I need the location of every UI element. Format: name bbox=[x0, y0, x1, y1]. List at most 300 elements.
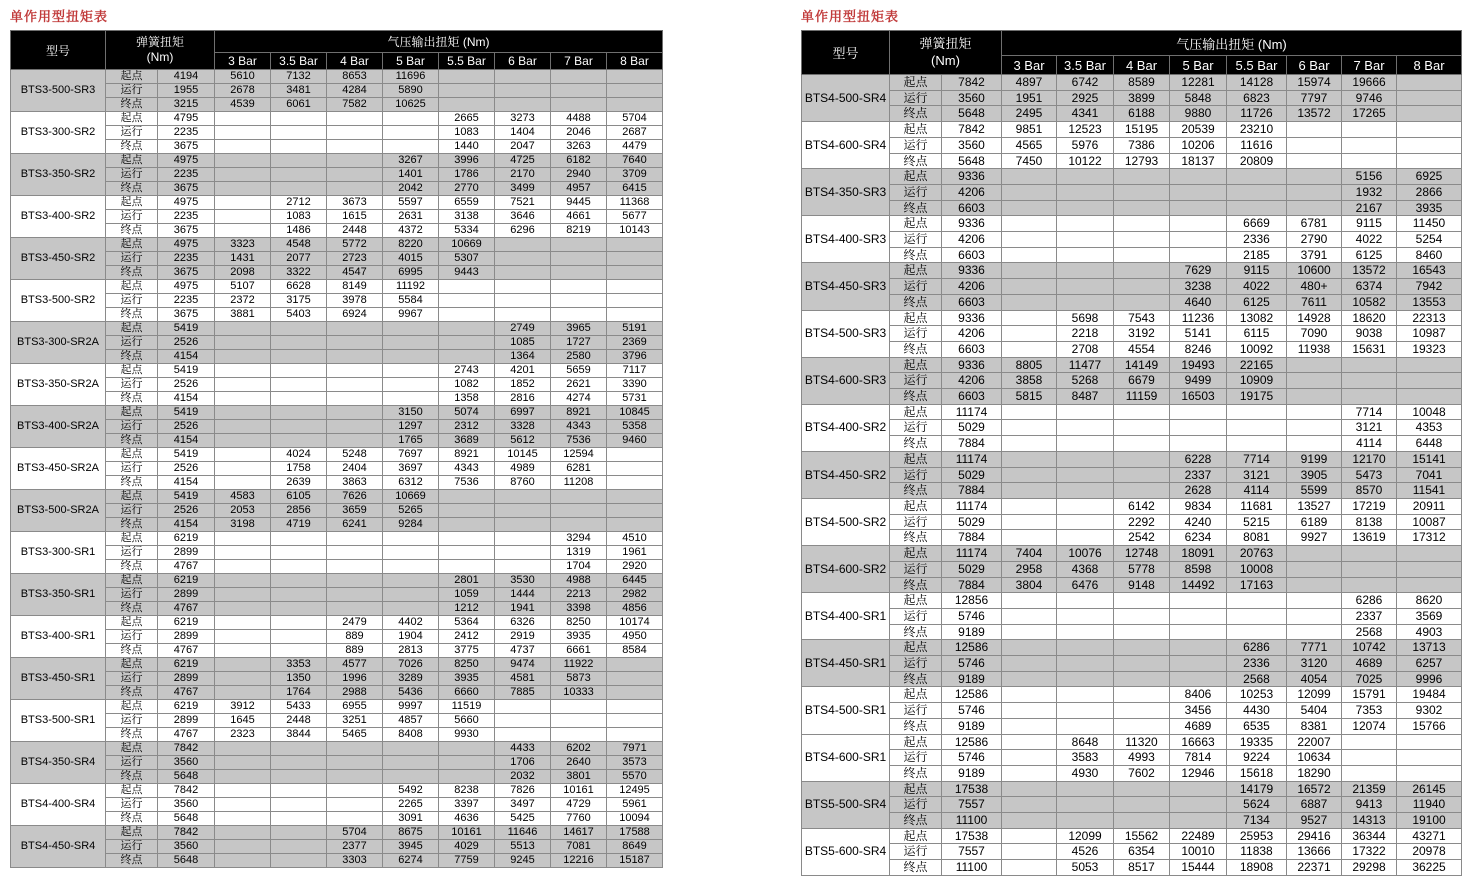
torque-value-cell bbox=[495, 84, 551, 98]
torque-value-cell: 12495 bbox=[607, 784, 663, 798]
row-label-cell: 起点 bbox=[890, 640, 942, 656]
torque-value-cell: 2790 bbox=[1287, 232, 1342, 248]
torque-value-cell: 5890 bbox=[383, 84, 439, 98]
torque-value-cell: 3935 bbox=[439, 672, 495, 686]
torque-value-cell: 13082 bbox=[1227, 310, 1287, 326]
spring-value-cell: 5419 bbox=[158, 490, 215, 504]
torque-value-cell: 7714 bbox=[1342, 404, 1397, 420]
row-label-cell: 起点 bbox=[106, 70, 158, 84]
torque-value-cell bbox=[1287, 420, 1342, 436]
torque-value-cell bbox=[1287, 593, 1342, 609]
torque-value-cell bbox=[495, 700, 551, 714]
table-row bbox=[11, 140, 663, 154]
model-cell: BTS4-600-SR3 bbox=[802, 357, 890, 404]
torque-value-cell bbox=[1170, 593, 1227, 609]
spring-value-cell: 6219 bbox=[158, 532, 215, 546]
torque-value-cell: 3899 bbox=[1114, 90, 1170, 106]
spring-value-cell: 11174 bbox=[942, 498, 1002, 514]
torque-value-cell bbox=[327, 574, 383, 588]
torque-value-cell bbox=[215, 322, 271, 336]
torque-value-cell bbox=[271, 630, 327, 644]
col-header-bar-7: 7 Bar bbox=[551, 53, 607, 70]
torque-value-cell bbox=[551, 238, 607, 252]
spring-value-cell: 6603 bbox=[942, 247, 1002, 263]
torque-value-cell: 6887 bbox=[1287, 797, 1342, 813]
torque-value-cell: 889 bbox=[327, 644, 383, 658]
torque-value-cell: 4930 bbox=[1057, 765, 1114, 781]
torque-value-cell: 13713 bbox=[1397, 640, 1462, 656]
torque-value-cell: 6061 bbox=[271, 98, 327, 112]
torque-value-cell: 2185 bbox=[1227, 247, 1287, 263]
torque-value-cell: 7543 bbox=[1114, 310, 1170, 326]
torque-value-cell bbox=[383, 140, 439, 154]
spring-value-cell: 5746 bbox=[942, 656, 1002, 672]
row-label-cell: 终点 bbox=[106, 140, 158, 154]
torque-value-cell bbox=[1114, 451, 1170, 467]
torque-value-cell: 889 bbox=[327, 630, 383, 644]
torque-value-cell bbox=[1002, 828, 1057, 844]
torque-value-cell: 5677 bbox=[607, 210, 663, 224]
torque-value-cell bbox=[1397, 137, 1462, 153]
torque-value-cell bbox=[383, 756, 439, 770]
torque-value-cell: 6202 bbox=[551, 742, 607, 756]
torque-value-cell bbox=[1002, 593, 1057, 609]
row-label-cell: 运行 bbox=[890, 514, 942, 530]
spring-value-cell: 7557 bbox=[942, 844, 1002, 860]
torque-value-cell: 4402 bbox=[383, 616, 439, 630]
torque-value-cell: 2404 bbox=[327, 462, 383, 476]
torque-value-cell bbox=[271, 322, 327, 336]
table-row bbox=[11, 784, 663, 798]
table-row bbox=[802, 703, 1462, 719]
spring-value-cell: 3675 bbox=[158, 140, 215, 154]
torque-value-cell: 2098 bbox=[215, 266, 271, 280]
torque-value-cell bbox=[215, 658, 271, 672]
row-label-cell: 起点 bbox=[106, 406, 158, 420]
torque-value-cell: 6823 bbox=[1227, 90, 1287, 106]
row-label-cell: 终点 bbox=[890, 813, 942, 829]
torque-value-cell: 5698 bbox=[1057, 310, 1114, 326]
torque-value-cell bbox=[1114, 232, 1170, 248]
spring-value-cell: 7842 bbox=[158, 742, 215, 756]
torque-value-cell bbox=[1114, 294, 1170, 310]
torque-value-cell: 9302 bbox=[1397, 703, 1462, 719]
spring-value-cell: 6219 bbox=[158, 658, 215, 672]
torque-value-cell: 6286 bbox=[1342, 593, 1397, 609]
row-label-cell: 运行 bbox=[106, 420, 158, 434]
torque-value-cell bbox=[271, 756, 327, 770]
torque-value-cell: 5156 bbox=[1342, 169, 1397, 185]
torque-value-cell: 11726 bbox=[1227, 106, 1287, 122]
torque-value-cell: 10333 bbox=[551, 686, 607, 700]
row-label-cell: 终点 bbox=[890, 624, 942, 640]
torque-value-cell bbox=[327, 546, 383, 560]
row-label-cell: 终点 bbox=[890, 436, 942, 452]
torque-value-cell bbox=[1170, 781, 1227, 797]
torque-value-cell: 5570 bbox=[607, 770, 663, 784]
torque-value-cell bbox=[1170, 404, 1227, 420]
table-row bbox=[11, 126, 663, 140]
torque-value-cell: 8081 bbox=[1227, 530, 1287, 546]
spring-value-cell: 11174 bbox=[942, 546, 1002, 562]
torque-value-cell: 5704 bbox=[607, 112, 663, 126]
torque-value-cell: 15444 bbox=[1170, 860, 1227, 876]
torque-value-cell: 3150 bbox=[383, 406, 439, 420]
torque-value-cell: 5465 bbox=[327, 728, 383, 742]
row-label-cell: 终点 bbox=[890, 200, 942, 216]
torque-value-cell bbox=[327, 560, 383, 574]
torque-value-cell bbox=[1002, 436, 1057, 452]
torque-value-cell bbox=[439, 742, 495, 756]
torque-value-cell bbox=[1170, 247, 1227, 263]
torque-value-cell: 4054 bbox=[1287, 671, 1342, 687]
spring-value-cell: 4154 bbox=[158, 434, 215, 448]
row-label-cell: 运行 bbox=[890, 844, 942, 860]
torque-value-cell: 2712 bbox=[271, 196, 327, 210]
header-row-top bbox=[802, 31, 1462, 56]
torque-value-cell: 14492 bbox=[1170, 577, 1227, 593]
row-label-cell: 运行 bbox=[106, 126, 158, 140]
torque-value-cell: 9474 bbox=[495, 658, 551, 672]
torque-value-cell: 9245 bbox=[495, 854, 551, 868]
torque-value-cell bbox=[1002, 326, 1057, 342]
torque-value-cell bbox=[1057, 797, 1114, 813]
spring-value-cell: 3675 bbox=[158, 224, 215, 238]
torque-value-cell: 2621 bbox=[551, 378, 607, 392]
torque-value-cell: 5403 bbox=[271, 308, 327, 322]
table-row bbox=[11, 756, 663, 770]
table-row bbox=[11, 182, 663, 196]
torque-value-cell: 6189 bbox=[1287, 514, 1342, 530]
torque-value-cell bbox=[1002, 420, 1057, 436]
torque-value-cell: 5358 bbox=[607, 420, 663, 434]
spring-value-cell: 12586 bbox=[942, 734, 1002, 750]
table-row bbox=[802, 813, 1462, 829]
torque-value-cell: 2047 bbox=[495, 140, 551, 154]
model-cell: BTS3-500-SR3 bbox=[11, 70, 106, 112]
torque-value-cell: 9746 bbox=[1342, 90, 1397, 106]
table-row bbox=[11, 252, 663, 266]
torque-value-cell: 1615 bbox=[327, 210, 383, 224]
torque-value-cell: 4957 bbox=[551, 182, 607, 196]
table-row bbox=[802, 498, 1462, 514]
torque-value-cell bbox=[607, 518, 663, 532]
torque-value-cell: 12170 bbox=[1342, 451, 1397, 467]
torque-value-cell bbox=[1057, 813, 1114, 829]
row-label-cell: 运行 bbox=[890, 467, 942, 483]
torque-value-cell bbox=[327, 378, 383, 392]
torque-value-cell bbox=[439, 84, 495, 98]
torque-value-cell bbox=[607, 462, 663, 476]
torque-value-cell bbox=[215, 672, 271, 686]
col-header-bar-7: 7 Bar bbox=[1342, 56, 1397, 75]
torque-value-cell: 3689 bbox=[439, 434, 495, 448]
torque-value-cell: 15791 bbox=[1342, 687, 1397, 703]
torque-value-cell bbox=[327, 812, 383, 826]
table-row bbox=[11, 112, 663, 126]
torque-value-cell bbox=[1057, 404, 1114, 420]
torque-value-cell bbox=[1114, 216, 1170, 232]
torque-value-cell: 19100 bbox=[1397, 813, 1462, 829]
torque-value-cell: 9224 bbox=[1227, 750, 1287, 766]
row-label-cell: 终点 bbox=[106, 812, 158, 826]
torque-value-cell: 1444 bbox=[495, 588, 551, 602]
table-row bbox=[802, 106, 1462, 122]
torque-value-cell: 11696 bbox=[383, 70, 439, 84]
torque-value-cell bbox=[1170, 200, 1227, 216]
model-cell: BTS3-500-SR2A bbox=[11, 490, 106, 532]
row-label-cell: 起点 bbox=[106, 238, 158, 252]
torque-value-cell: 8250 bbox=[551, 616, 607, 630]
row-label-cell: 运行 bbox=[106, 336, 158, 350]
torque-value-cell: 6374 bbox=[1342, 279, 1397, 295]
row-label-cell: 运行 bbox=[890, 184, 942, 200]
torque-value-cell bbox=[1287, 137, 1342, 153]
torque-value-cell: 11938 bbox=[1287, 341, 1342, 357]
row-label-cell: 起点 bbox=[890, 498, 942, 514]
torque-value-cell: 9284 bbox=[383, 518, 439, 532]
table-title-right: 单作用型扭矩表 bbox=[801, 9, 900, 24]
torque-value-cell bbox=[271, 546, 327, 560]
torque-value-cell: 2866 bbox=[1397, 184, 1462, 200]
torque-value-cell bbox=[495, 308, 551, 322]
torque-value-cell: 1059 bbox=[439, 588, 495, 602]
torque-value-cell: 3530 bbox=[495, 574, 551, 588]
torque-value-cell bbox=[1397, 546, 1462, 562]
torque-value-cell: 6445 bbox=[607, 574, 663, 588]
spring-value-cell: 3560 bbox=[158, 756, 215, 770]
torque-value-cell bbox=[1170, 608, 1227, 624]
torque-value-cell bbox=[1397, 357, 1462, 373]
torque-value-cell: 2046 bbox=[551, 126, 607, 140]
torque-value-cell bbox=[1002, 169, 1057, 185]
torque-value-cell bbox=[383, 112, 439, 126]
torque-value-cell bbox=[1114, 483, 1170, 499]
torque-value-cell: 10253 bbox=[1227, 687, 1287, 703]
torque-value-cell bbox=[327, 742, 383, 756]
torque-value-cell bbox=[1227, 436, 1287, 452]
model-cell: BTS4-500-SR1 bbox=[802, 687, 890, 734]
torque-value-cell: 1704 bbox=[551, 560, 607, 574]
torque-value-cell: 8805 bbox=[1002, 357, 1057, 373]
spring-value-cell: 11100 bbox=[942, 813, 1002, 829]
torque-value-cell bbox=[215, 336, 271, 350]
torque-value-cell: 9460 bbox=[607, 434, 663, 448]
torque-value-cell: 9880 bbox=[1170, 106, 1227, 122]
torque-value-cell: 3863 bbox=[327, 476, 383, 490]
torque-value-cell bbox=[271, 602, 327, 616]
torque-value-cell: 10048 bbox=[1397, 404, 1462, 420]
spring-value-cell: 5029 bbox=[942, 420, 1002, 436]
row-label-cell: 运行 bbox=[890, 703, 942, 719]
torque-value-cell: 9413 bbox=[1342, 797, 1397, 813]
torque-value-cell: 18290 bbox=[1287, 765, 1342, 781]
torque-value-cell bbox=[1114, 404, 1170, 420]
torque-value-cell: 6628 bbox=[271, 280, 327, 294]
torque-value-cell: 8598 bbox=[1170, 561, 1227, 577]
torque-value-cell bbox=[271, 392, 327, 406]
torque-value-cell: 4488 bbox=[551, 112, 607, 126]
spring-value-cell: 2526 bbox=[158, 504, 215, 518]
torque-value-cell bbox=[607, 476, 663, 490]
table-row bbox=[802, 640, 1462, 656]
torque-value-cell: 22371 bbox=[1287, 860, 1342, 876]
torque-value-cell: 6296 bbox=[495, 224, 551, 238]
torque-value-cell: 15631 bbox=[1342, 341, 1397, 357]
torque-value-cell bbox=[1227, 404, 1287, 420]
row-label-cell: 运行 bbox=[106, 378, 158, 392]
col-header-bar-3-5: 3.5 Bar bbox=[271, 53, 327, 70]
model-cell: BTS4-450-SR2 bbox=[802, 451, 890, 498]
torque-value-cell: 4433 bbox=[495, 742, 551, 756]
row-label-cell: 终点 bbox=[890, 718, 942, 734]
torque-value-cell: 4015 bbox=[383, 252, 439, 266]
torque-value-cell bbox=[1002, 216, 1057, 232]
torque-value-cell: 1319 bbox=[551, 546, 607, 560]
torque-value-cell: 5364 bbox=[439, 616, 495, 630]
row-label-cell: 运行 bbox=[890, 750, 942, 766]
row-label-cell: 终点 bbox=[890, 577, 942, 593]
torque-value-cell: 7760 bbox=[551, 812, 607, 826]
torque-value-cell: 1401 bbox=[383, 168, 439, 182]
torque-value-cell: 3267 bbox=[383, 154, 439, 168]
torque-value-cell: 14928 bbox=[1287, 310, 1342, 326]
spring-value-cell: 11174 bbox=[942, 404, 1002, 420]
torque-value-cell: 4526 bbox=[1057, 844, 1114, 860]
torque-value-cell: 2042 bbox=[383, 182, 439, 196]
spring-value-cell: 2899 bbox=[158, 546, 215, 560]
torque-value-cell bbox=[215, 686, 271, 700]
torque-value-cell bbox=[1114, 781, 1170, 797]
torque-value-cell: 6281 bbox=[551, 462, 607, 476]
row-label-cell: 终点 bbox=[106, 350, 158, 364]
spring-value-cell: 2235 bbox=[158, 168, 215, 182]
torque-value-cell: 3192 bbox=[1114, 326, 1170, 342]
torque-value-cell bbox=[1002, 514, 1057, 530]
torque-value-cell: 11541 bbox=[1397, 483, 1462, 499]
torque-value-cell: 8620 bbox=[1397, 593, 1462, 609]
torque-value-cell bbox=[1114, 467, 1170, 483]
table-row bbox=[802, 184, 1462, 200]
torque-value-cell: 2743 bbox=[439, 364, 495, 378]
torque-value-cell: 5815 bbox=[1002, 389, 1057, 405]
torque-value-cell: 4581 bbox=[495, 672, 551, 686]
torque-value-cell bbox=[383, 336, 439, 350]
torque-value-cell: 2640 bbox=[551, 756, 607, 770]
torque-value-cell bbox=[551, 98, 607, 112]
spring-value-cell: 4795 bbox=[158, 112, 215, 126]
torque-value-cell bbox=[1002, 451, 1057, 467]
torque-value-cell bbox=[1342, 546, 1397, 562]
torque-value-cell: 5961 bbox=[607, 798, 663, 812]
table-row bbox=[11, 98, 663, 112]
torque-value-cell bbox=[1057, 451, 1114, 467]
table-row bbox=[11, 70, 663, 84]
row-label-cell: 起点 bbox=[890, 546, 942, 562]
spring-value-cell: 4767 bbox=[158, 560, 215, 574]
table-row bbox=[11, 308, 663, 322]
torque-value-cell: 3935 bbox=[551, 630, 607, 644]
torque-value-cell bbox=[215, 770, 271, 784]
torque-value-cell: 3138 bbox=[439, 210, 495, 224]
torque-value-cell bbox=[327, 602, 383, 616]
row-label-cell: 运行 bbox=[106, 504, 158, 518]
torque-value-cell bbox=[1170, 624, 1227, 640]
torque-value-cell bbox=[1057, 294, 1114, 310]
torque-value-cell: 2312 bbox=[439, 420, 495, 434]
torque-value-cell: 9930 bbox=[439, 728, 495, 742]
torque-value-cell bbox=[1057, 169, 1114, 185]
torque-value-cell: 4539 bbox=[215, 98, 271, 112]
row-label-cell: 起点 bbox=[890, 781, 942, 797]
torque-value-cell: 3881 bbox=[215, 308, 271, 322]
spring-value-cell: 6603 bbox=[942, 341, 1002, 357]
torque-value-cell: 3328 bbox=[495, 420, 551, 434]
torque-value-cell: 43271 bbox=[1397, 828, 1462, 844]
torque-value-cell: 2568 bbox=[1342, 624, 1397, 640]
torque-value-cell bbox=[607, 252, 663, 266]
torque-value-cell: 29298 bbox=[1342, 860, 1397, 876]
row-label-cell: 起点 bbox=[106, 490, 158, 504]
row-label-cell: 终点 bbox=[890, 765, 942, 781]
torque-value-cell: 17265 bbox=[1342, 106, 1397, 122]
row-label-cell: 起点 bbox=[106, 700, 158, 714]
torque-table-left bbox=[10, 6, 663, 868]
col-header-bar-5: 5 Bar bbox=[1170, 56, 1227, 75]
torque-value-cell bbox=[1114, 184, 1170, 200]
torque-value-cell: 18091 bbox=[1170, 546, 1227, 562]
torque-value-cell: 3121 bbox=[1227, 467, 1287, 483]
torque-value-cell bbox=[215, 826, 271, 840]
torque-value-cell: 2723 bbox=[327, 252, 383, 266]
torque-value-cell: 2925 bbox=[1057, 90, 1114, 106]
torque-value-cell: 9997 bbox=[383, 700, 439, 714]
torque-value-cell: 4022 bbox=[1227, 279, 1287, 295]
torque-value-cell: 15618 bbox=[1227, 765, 1287, 781]
spring-value-cell: 6219 bbox=[158, 700, 215, 714]
torque-value-cell: 4114 bbox=[1227, 483, 1287, 499]
torque-value-cell: 3905 bbox=[1287, 467, 1342, 483]
table-row bbox=[11, 448, 663, 462]
torque-value-cell: 2336 bbox=[1227, 232, 1287, 248]
torque-value-cell bbox=[271, 588, 327, 602]
torque-value-cell: 12946 bbox=[1170, 765, 1227, 781]
torque-value-cell: 4661 bbox=[551, 210, 607, 224]
torque-value-cell: 3775 bbox=[439, 644, 495, 658]
table-row bbox=[802, 608, 1462, 624]
torque-value-cell bbox=[1057, 216, 1114, 232]
torque-value-cell: 9115 bbox=[1342, 216, 1397, 232]
torque-value-cell bbox=[439, 532, 495, 546]
torque-value-cell bbox=[1002, 232, 1057, 248]
torque-value-cell: 16503 bbox=[1170, 389, 1227, 405]
table-row bbox=[11, 546, 663, 560]
model-cell: BTS4-450-SR1 bbox=[802, 640, 890, 687]
torque-value-cell: 19493 bbox=[1170, 357, 1227, 373]
torque-value-cell: 20911 bbox=[1397, 498, 1462, 514]
torque-value-cell bbox=[215, 126, 271, 140]
torque-value-cell bbox=[327, 112, 383, 126]
torque-value-cell: 2167 bbox=[1342, 200, 1397, 216]
torque-value-cell: 2292 bbox=[1114, 514, 1170, 530]
row-label-cell: 起点 bbox=[890, 310, 942, 326]
torque-value-cell bbox=[215, 420, 271, 434]
table-row bbox=[802, 247, 1462, 263]
torque-value-cell: 1083 bbox=[439, 126, 495, 140]
torque-value-cell: 3499 bbox=[495, 182, 551, 196]
spring-value-cell: 2235 bbox=[158, 294, 215, 308]
torque-value-cell: 3353 bbox=[271, 658, 327, 672]
